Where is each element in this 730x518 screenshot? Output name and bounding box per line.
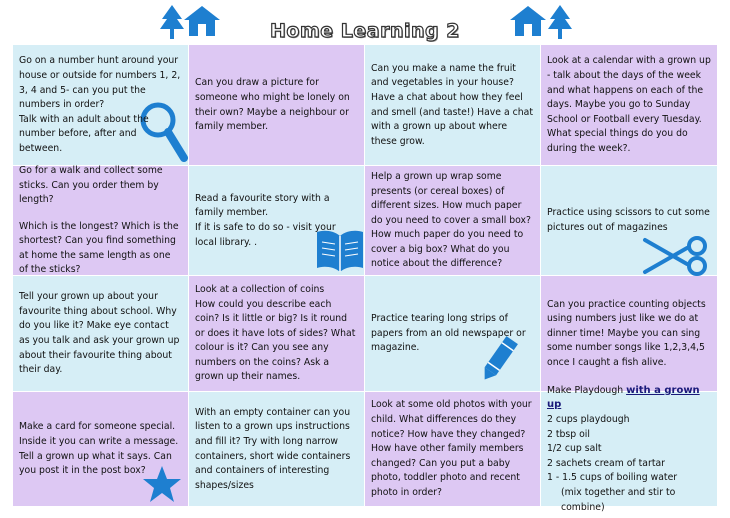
- activity-text: Make a card for someone special. Inside it you can write a message. Tell a grown up what it says. Can you post it in the post box?: [19, 421, 179, 477]
- activity-text: Can you draw a picture for someone who might be lonely on their own? Maybe a neighbour or family member.: [195, 77, 350, 133]
- activity-scissors: [541, 166, 718, 276]
- activity-playdough: [541, 384, 718, 513]
- activity-text: Can you make a name the fruit and vegetables in your house?: [371, 62, 516, 89]
- activity-old-photos: [365, 392, 541, 507]
- activity-text: Tell your grown up about your favourite thing about school. Why do you like it? Make eye contact as you talk and ask your grown up about their favourite thing about their day.: [19, 291, 180, 376]
- activity-calendar: [541, 45, 718, 166]
- ingredient: 2 tbsp oil: [547, 428, 590, 440]
- activity-text: Look at a calendar with a grown up - talk about the days of the week and what happens on each of the days. Maybe you go to Sunday School or Football every Tuesday. What special things do you do during the week?.: [547, 55, 711, 154]
- ingredient: 2 sachets cream of tartar: [547, 457, 665, 469]
- activity-text: Practice tearing long strips of papers from an old newspaper or magazine.: [371, 313, 526, 354]
- activity-text: Have a chat about how they feel and smell (and taste!) Have a chat with a grown up about where these grow.: [371, 91, 533, 147]
- activity-text: Look at a collection of coins: [195, 283, 325, 295]
- playdough-heading-text: Make Playdough: [547, 384, 624, 396]
- activity-text: Help a grown up wrap some presents (or cereal boxes) of different sizes. How much paper do you need to cover a small box? How much paper do you need to cover a big box? What do you notice about the difference?: [371, 170, 531, 270]
- playdough-note: (mix together and stir to combine): [561, 486, 676, 513]
- ingredient: 1/2 cup salt: [547, 443, 602, 455]
- activity-number-hunt: [13, 45, 189, 166]
- ingredient: 1 - 1.5 cups of boiling water: [547, 472, 678, 484]
- activity-card: [13, 392, 189, 507]
- activity-fruit-veg: [365, 45, 541, 166]
- ingredient: 2 cups playdough: [547, 414, 630, 426]
- activity-tearing-paper: [365, 276, 541, 392]
- playdough-heading-emphasis: with a grown up: [547, 384, 700, 411]
- activity-text: Talk with an adult about the number before, after and between.: [19, 113, 149, 154]
- activity-favourite-thing: [13, 276, 189, 392]
- activity-text: With an empty container can you listen to a grown ups instructions and fill it? Try with long narrow containers, short wide containers and containers of interesting shapes/sizes: [195, 406, 351, 491]
- playdough-heading: [547, 384, 711, 413]
- activity-wrap-presents: [365, 166, 541, 276]
- header: [0, 0, 730, 46]
- activity-read-story: [189, 166, 365, 276]
- scissors-icon: [641, 236, 713, 276]
- activity-text: Can you practice counting objects using numbers just like we do at dinner time! Maybe you can sing some number songs like 1,2,3,4,5 once I caught a fish alive.: [547, 298, 706, 368]
- activity-sticks: [13, 166, 189, 276]
- activity-container: [189, 392, 365, 507]
- activity-grid: [13, 45, 718, 513]
- activity-coins: [189, 276, 365, 392]
- activity-text: Which is the longest? Which is the shortest? Can you find something at home the same length as one of the sticks?: [19, 220, 179, 276]
- activity-text: Practice using scissors to cut some pictures out of magazines: [547, 207, 710, 233]
- activity-text: Go for a walk and collect some sticks. Can you order them by length?: [19, 164, 163, 206]
- activity-text: Read a favourite story with a family member.: [195, 192, 330, 219]
- activity-draw-picture: [189, 45, 365, 166]
- activity-text: If it is safe to do so - visit your local library. .: [195, 222, 336, 248]
- activity-text: How could you describe each coin? Is it little or big? Is it round or does it have lots of sides? What colour is it? Can you see any numbers on the coins? Ask a grown up their names.: [195, 298, 356, 383]
- activity-counting: [541, 276, 718, 392]
- activity-text: Go on a number hunt around your house or outside for numbers 1, 2, 3, 4 and 5- can you put the numbers in order?: [19, 55, 181, 111]
- activity-text: Look at some old photos with your child. What differences do they notice? How have they changed? How have other family members changed? Can you put a baby photo, toddler photo and recent photo in order?: [371, 399, 532, 498]
- page-title: Home Learning 2: [270, 20, 460, 42]
